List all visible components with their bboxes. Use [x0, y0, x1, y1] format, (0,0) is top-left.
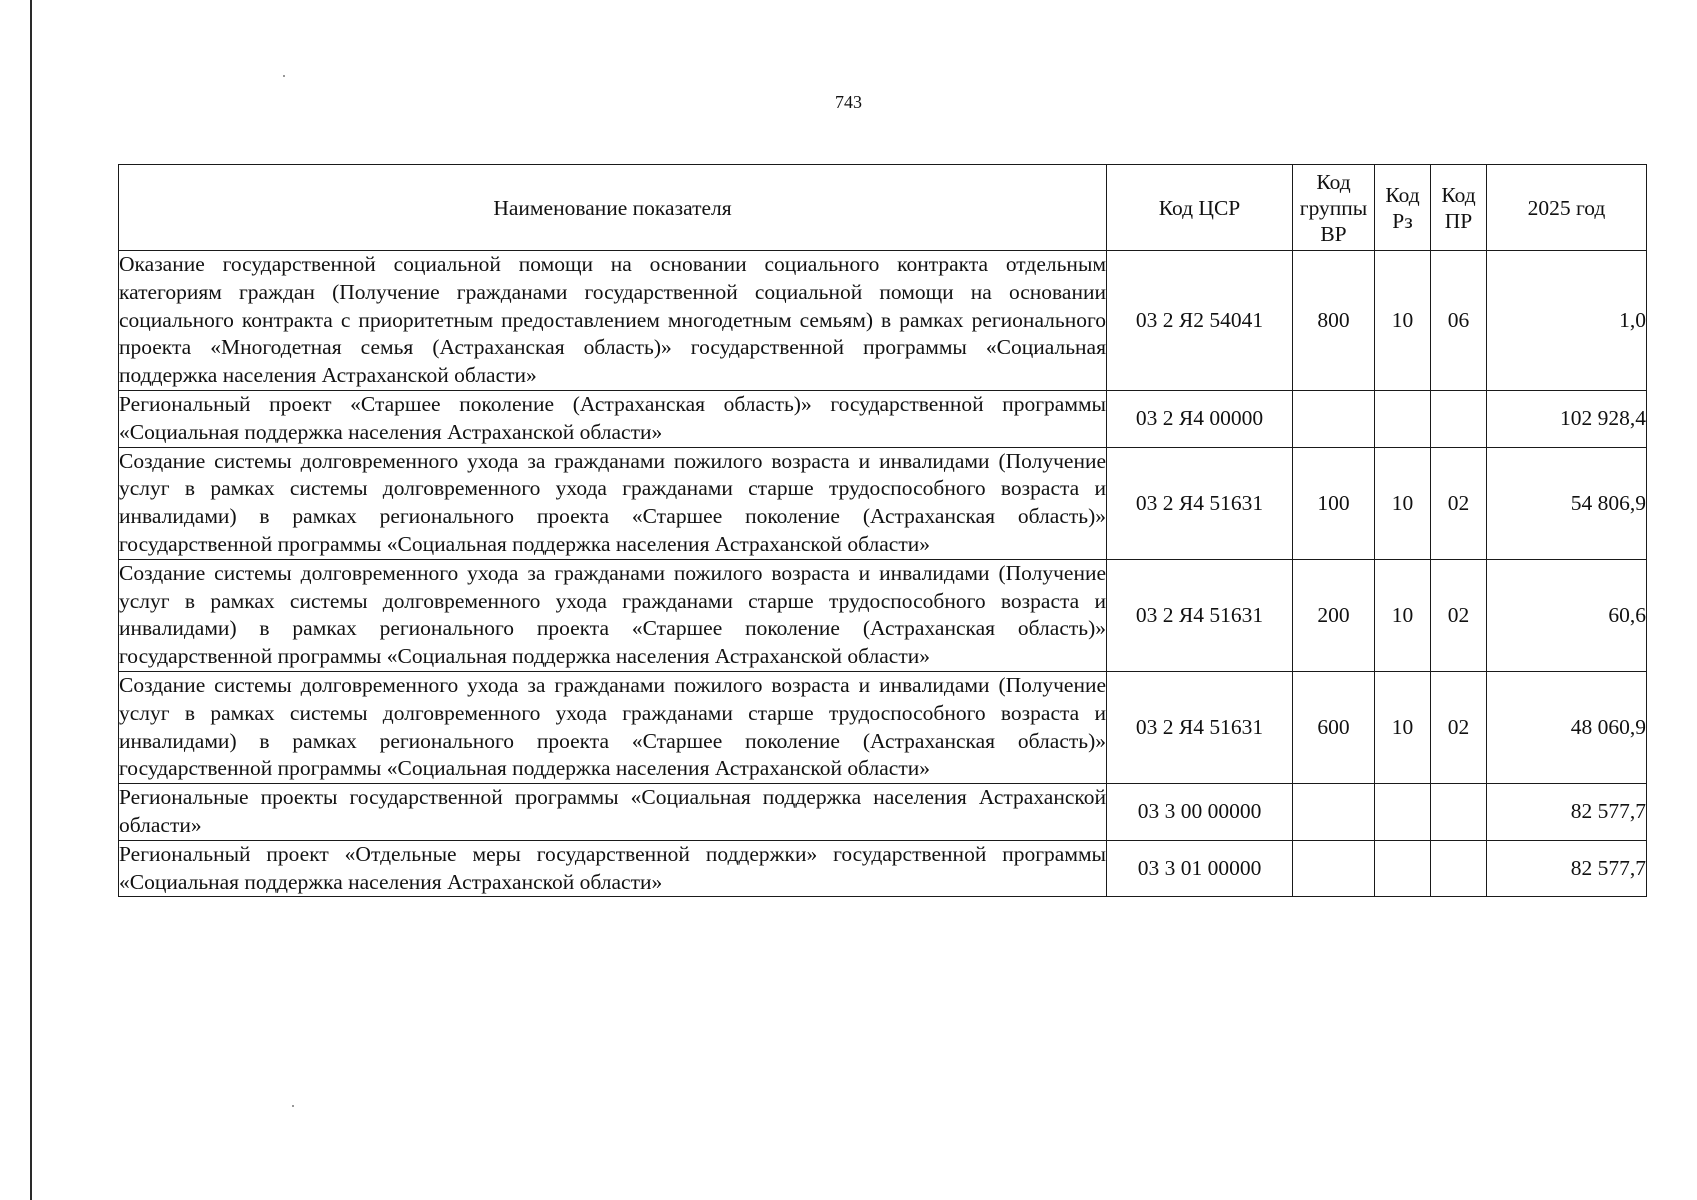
row-rz-code: 10	[1375, 447, 1431, 559]
row-pr-code: 02	[1431, 671, 1487, 783]
table-row	[119, 559, 1647, 671]
row-csr-code: 03 2 Я4 51631	[1107, 559, 1293, 671]
row-name: Создание системы долговременного ухода за гражданами пожилого возраста и инвалидами (Получение услуг в рамках системы долговременного ухода гражданами старше трудоспособного возраста и инвалидами) в рамках регионального проекта «Старшее поколение (Астраханская область)» государственной программы «Социальная поддержка населения Астраханской области»	[119, 559, 1107, 671]
row-rz-code	[1375, 784, 1431, 841]
header-year: 2025 год	[1487, 165, 1647, 251]
scan-speck	[292, 1105, 294, 1107]
row-vr-code: 100	[1293, 447, 1375, 559]
scan-speck	[283, 75, 285, 77]
row-csr-code: 03 3 00 00000	[1107, 784, 1293, 841]
row-rz-code	[1375, 840, 1431, 897]
row-name: Создание системы долговременного ухода за гражданами пожилого возраста и инвалидами (Получение услуг в рамках системы долговременного ухода гражданами старше трудоспособного возраста и инвалидами) в рамках регионального проекта «Старшее поколение (Астраханская область)» государственной программы «Социальная поддержка населения Астраханской области»	[119, 447, 1107, 559]
row-amount: 102 928,4	[1487, 390, 1647, 447]
header-vr-code: Код группы ВР	[1293, 165, 1375, 251]
row-amount: 60,6	[1487, 559, 1647, 671]
row-vr-code	[1293, 784, 1375, 841]
row-vr-code: 200	[1293, 559, 1375, 671]
row-rz-code: 10	[1375, 559, 1431, 671]
row-vr-code: 800	[1293, 251, 1375, 391]
row-pr-code	[1431, 784, 1487, 841]
row-amount: 82 577,7	[1487, 840, 1647, 897]
row-vr-code: 600	[1293, 671, 1375, 783]
row-amount: 48 060,9	[1487, 671, 1647, 783]
row-amount: 1,0	[1487, 251, 1647, 391]
row-rz-code: 10	[1375, 671, 1431, 783]
row-pr-code: 06	[1431, 251, 1487, 391]
row-csr-code: 03 3 01 00000	[1107, 840, 1293, 897]
row-rz-code	[1375, 390, 1431, 447]
row-amount: 82 577,7	[1487, 784, 1647, 841]
table-row	[119, 447, 1647, 559]
row-csr-code: 03 2 Я2 54041	[1107, 251, 1293, 391]
header-name: Наименование показателя	[119, 165, 1107, 251]
table-row	[119, 671, 1647, 783]
row-pr-code: 02	[1431, 447, 1487, 559]
table-header-row	[119, 165, 1647, 251]
row-name: Региональный проект «Отдельные меры государственной поддержки» государственной программы «Социальная поддержка населения Астраханской области»	[119, 840, 1107, 897]
row-name: Региональные проекты государственной программы «Социальная поддержка населения Астраханской области»	[119, 784, 1107, 841]
page-number: 743	[835, 92, 862, 112]
row-name: Оказание государственной социальной помощи на основании социального контракта отдельным категориям граждан (Получение гражданами государственной социальной помощи на основании социального контракта с приоритетным предоставлением многодетным семьям) в рамках регионального проекта «Многодетная семья (Астраханская область)» государственной программы «Социальная поддержка населения Астраханской области»	[119, 251, 1107, 391]
row-csr-code: 03 2 Я4 00000	[1107, 390, 1293, 447]
row-csr-code: 03 2 Я4 51631	[1107, 671, 1293, 783]
row-amount: 54 806,9	[1487, 447, 1647, 559]
row-pr-code: 02	[1431, 559, 1487, 671]
table-row	[119, 390, 1647, 447]
row-pr-code	[1431, 390, 1487, 447]
row-name: Создание системы долговременного ухода за гражданами пожилого возраста и инвалидами (Получение услуг в рамках системы долговременного ухода гражданами старше трудоспособного возраста и инвалидами) в рамках регионального проекта «Старшее поколение (Астраханская область)» государственной программы «Социальная поддержка населения Астраханской области»	[119, 671, 1107, 783]
row-pr-code	[1431, 840, 1487, 897]
table-row	[119, 251, 1647, 391]
scan-binding-line	[30, 0, 32, 1200]
header-csr-code: Код ЦСР	[1107, 165, 1293, 251]
table-row	[119, 784, 1647, 841]
row-vr-code	[1293, 840, 1375, 897]
budget-table	[118, 164, 1647, 897]
row-rz-code: 10	[1375, 251, 1431, 391]
row-name: Региональный проект «Старшее поколение (Астраханская область)» государственной программы «Социальная поддержка населения Астраханской области»	[119, 390, 1107, 447]
row-csr-code: 03 2 Я4 51631	[1107, 447, 1293, 559]
table-row	[119, 840, 1647, 897]
header-rz-code: Код Рз	[1375, 165, 1431, 251]
row-vr-code	[1293, 390, 1375, 447]
header-pr-code: Код ПР	[1431, 165, 1487, 251]
